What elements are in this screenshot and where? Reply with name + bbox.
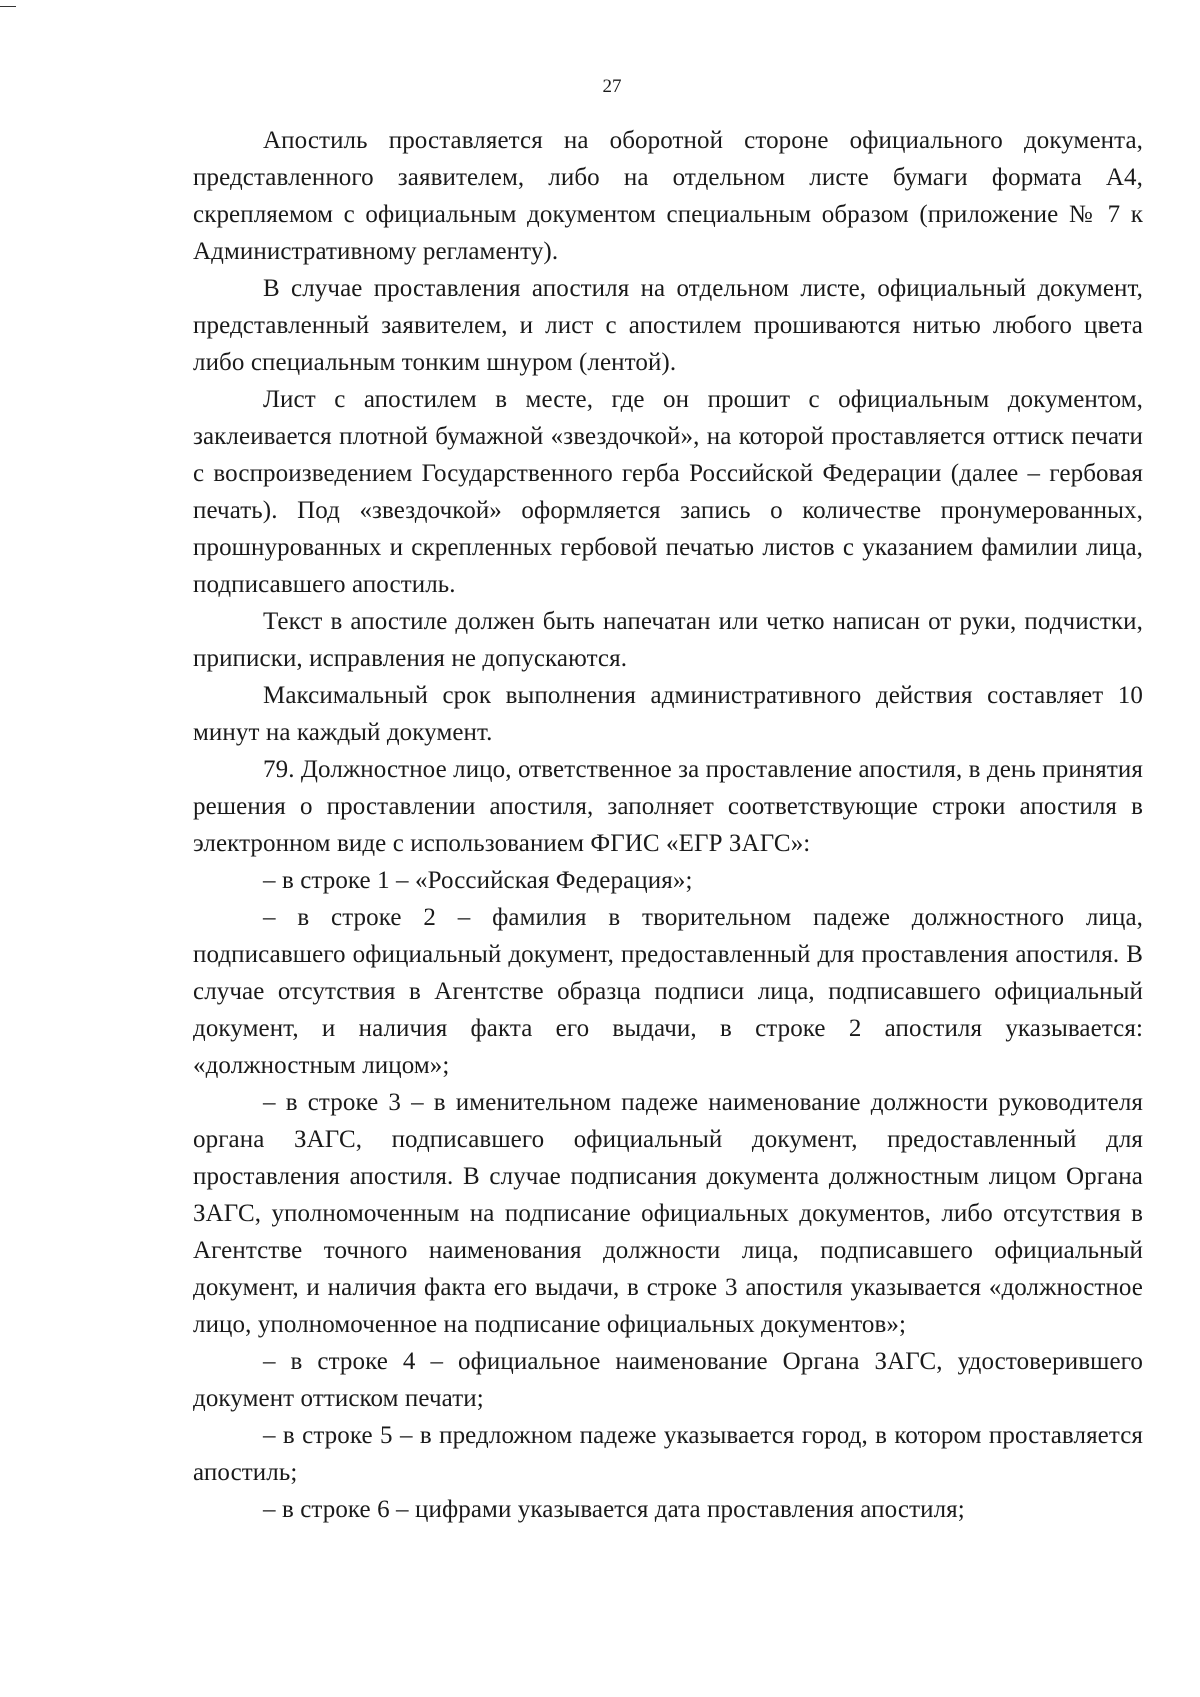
paragraph-separate-sheet: В случае проставления апостиля на отдельном листе, официальный документ, представленный заявителем, и лист с апостилем прошиваются нитью любого цвета либо специальным тонким шнуром (лентой).	[193, 275, 1143, 376]
paragraph-item-79: 79. Должностное лицо, ответственное за проставление апостиля, в день принятия решения о проставлении апостиля, заполняет соответствующие строки апостиля в электронном виде с использованием ФГИС «ЕГР ЗАГС»:	[193, 756, 1144, 857]
page-number: 27	[602, 76, 622, 97]
document-body	[193, 122, 1143, 1528]
paragraph-apostille-placement: Апостиль проставляется на оборотной стороне официального документа, представленного заявителем, либо на отдельном листе бумаги формата А4, скрепляемом с официальным документом специальным образом (приложение № 7 к Административному регламенту).	[193, 127, 1143, 265]
scan-corner-mark	[0, 6, 16, 7]
list-item-line-6: – в строке 6 – цифрами указывается дата проставления апостиля;	[263, 1496, 965, 1523]
list-item-line-3: – в строке 3 – в именительном падеже наименование должности руководителя органа ЗАГС, подписавшего официальный документ, предоставленный для проставления апостиля. В случае подписания документа должностным лицом Органа ЗАГС, уполномоченным на подписание официальных документов, либо отсутствия в Агентстве точного наименования должности лица, подписавшего официальный документ, и наличия факта его выдачи, в строке 3 апостиля указывается «должностное лицо, уполномоченное на подписание официальных документов»;	[193, 1089, 1143, 1338]
list-item-line-4: – в строке 4 – официальное наименование Органа ЗАГС, удостоверившего документ оттиском печати;	[193, 1348, 1143, 1412]
paragraph-max-duration: Максимальный срок выполнения административного действия составляет 10 минут на каждый документ.	[193, 682, 1143, 746]
list-item-line-5: – в строке 5 – в предложном падеже указывается город, в котором проставляется апостиль;	[193, 1422, 1143, 1486]
paragraph-text-requirements: Текст в апостиле должен быть напечатан или четко написан от руки, подчистки, приписки, исправления не допускаются.	[193, 608, 1143, 672]
list-item-line-1: – в строке 1 – «Российская Федерация»;	[263, 867, 693, 894]
paragraph-star-seal: Лист с апостилем в месте, где он прошит с официальным документом, заклеивается плотной бумажной «звездочкой», на которой проставляется оттиск печати с воспроизведением Государственного герба Российской Федерации (далее – гербовая печать). Под «звездочкой» оформляется запись о количестве пронумерованных, прошнурованных и скрепленных гербовой печатью листов с указанием фамилии лица, подписавшего апостиль.	[193, 386, 1143, 598]
list-item-line-2: – в строке 2 – фамилия в творительном падеже должностного лица, подписавшего официальный документ, предоставленный для проставления апостиля. В случае отсутствия в Агентстве образца подписи лица, подписавшего официальный документ, и наличия факта его выдачи, в строке 2 апостиля указывается: «должностным лицом»;	[193, 904, 1143, 1079]
